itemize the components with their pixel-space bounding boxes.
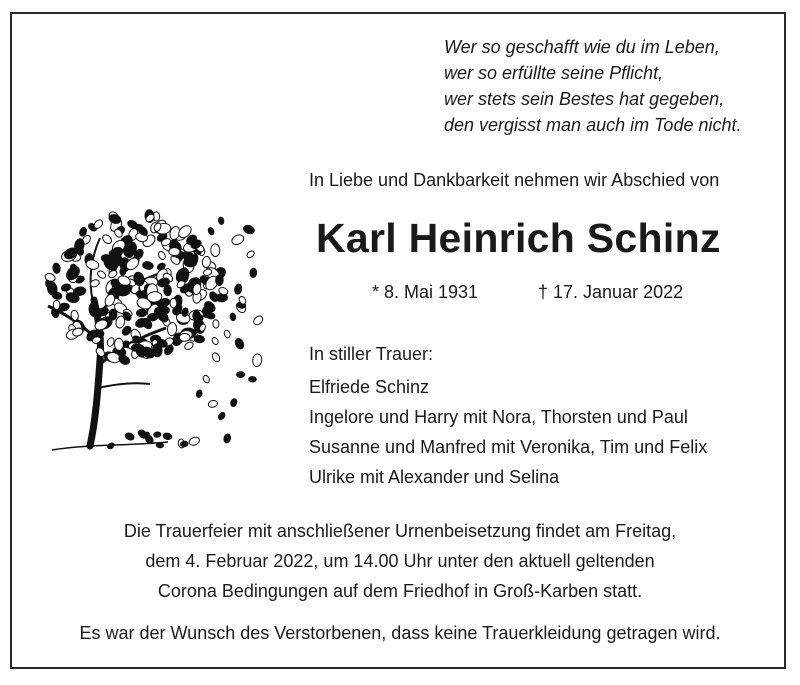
notice-line: Corona Bedingungen auf dem Friedhof in Groß-Karben statt. (157, 581, 643, 601)
poem-line: wer stets sein Bestes hat gegeben, (444, 89, 725, 109)
windblown-tree-icon (38, 188, 270, 456)
poem-line: wer so erfüllte seine Pflicht, (444, 63, 664, 83)
mourner-entry: Ulrike mit Alexander und Selina (309, 467, 560, 487)
deceased-name: Karl Heinrich Schinz (316, 215, 721, 261)
mourner-entry: Ingelore und Harry mit Nora, Thorsten und Paul (309, 407, 688, 427)
mourner-entry: Susanne und Manfred mit Veronika, Tim und Felix (309, 437, 708, 457)
farewell-intro: In Liebe und Dankbarkeit nehmen wir Abschied von (309, 170, 720, 190)
funeral-notice (20, 516, 780, 606)
birth-date: * 8. Mai 1931 (372, 282, 479, 302)
poem-line: Wer so geschafft wie du im Leben, (444, 37, 720, 57)
life-dates (372, 279, 792, 305)
notice-line: dem 4. Februar 2022, um 14.00 Uhr unter den aktuell geltenden (145, 551, 655, 571)
notice-line: Die Trauerfeier mit anschließener Urnenbeisetzung findet am Freitag, (123, 521, 677, 541)
death-date: † 17. Januar 2022 (538, 282, 684, 302)
mourners-heading: In stiller Trauer: (309, 344, 434, 364)
mourner-entry: Elfriede Schinz (309, 377, 430, 397)
poem-line: den vergisst man auch im Tode nicht. (444, 115, 742, 135)
mourners-list (309, 339, 779, 492)
dress-code-note: Es war der Wunsch des Verstorbenen, dass keine Trauerkleidung getragen wird. (79, 623, 721, 643)
memorial-poem (444, 34, 774, 138)
